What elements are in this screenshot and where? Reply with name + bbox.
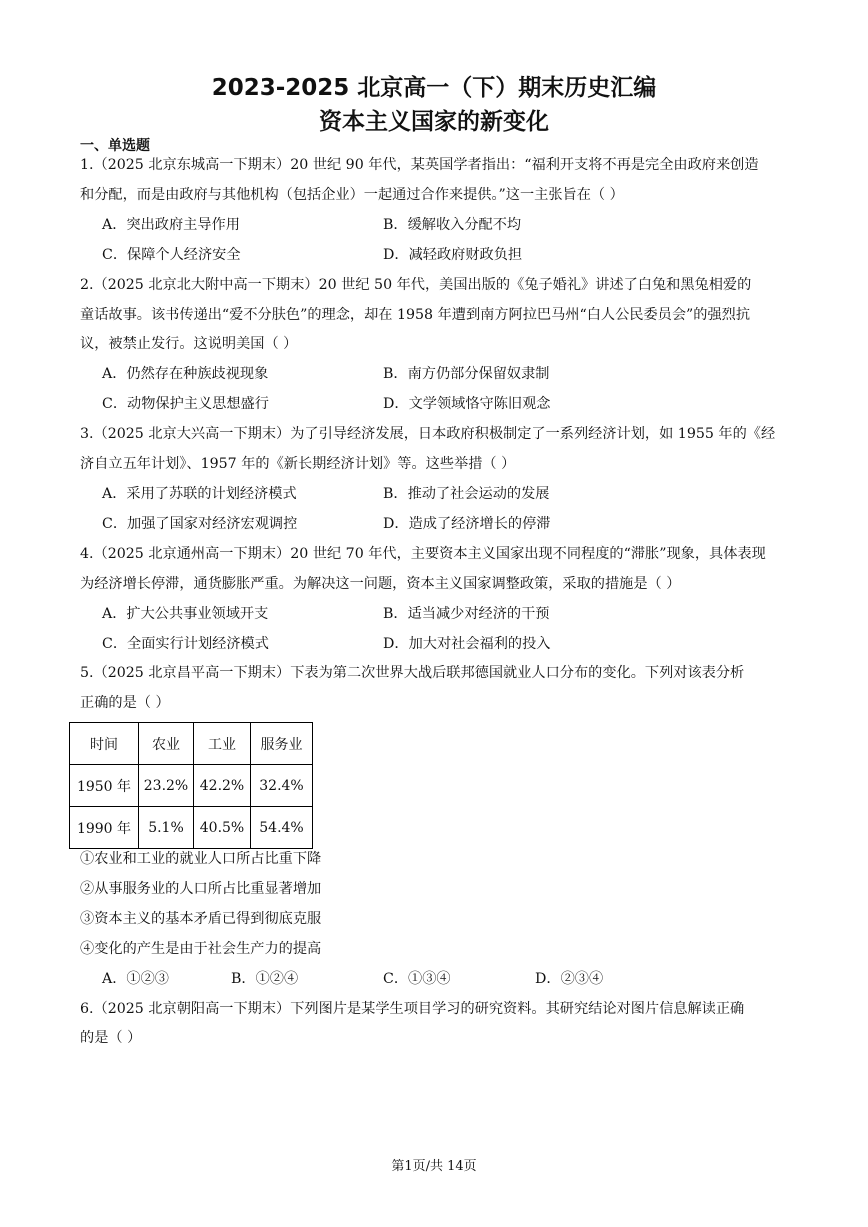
table-header-row [70, 723, 313, 765]
question-5-statement-3: ③资本主义的基本矛盾已得到彻底克服 [80, 911, 322, 927]
question-1-option-c: C．保障个人经济安全 [102, 247, 241, 263]
question-5-line-2: 正确的是（ ） [80, 695, 170, 711]
question-4-option-d: D．加大对社会福利的投入 [383, 636, 551, 652]
table-row [70, 765, 313, 807]
table-cell: 54.4% [251, 807, 313, 849]
table-cell: 42.2% [194, 765, 251, 807]
table-cell: 40.5% [194, 807, 251, 849]
question-1-option-d: D．减轻政府财政负担 [383, 247, 523, 263]
question-3-option-d: D．造成了经济增长的停滞 [383, 516, 551, 532]
table-row [70, 807, 313, 849]
question-3-option-a: A．采用了苏联的计划经济模式 [102, 486, 297, 502]
question-2-line-1: 2.（2025 北京北大附中高一下期末）20 世纪 50 年代，美国出版的《兔子婚礼》讲述了白兔和黑兔相爱的 [80, 277, 752, 293]
table-header: 工业 [194, 723, 251, 765]
question-5-option-a: A．①②③ [102, 971, 169, 987]
question-4-line-2: 为经济增长停滞，通货膨胀严重。为解决这一问题，资本主义国家调整政策，采取的措施是（ ） [80, 576, 681, 592]
table-cell: 5.1% [139, 807, 194, 849]
question-3-line-2: 济自立五年计划》、1957 年的《新长期经济计划》等。这些举措（ ） [80, 456, 516, 472]
question-1-option-a: A．突出政府主导作用 [102, 217, 240, 233]
question-5-option-c: C．①③④ [383, 971, 451, 987]
section-heading: 一、单选题 [80, 138, 150, 154]
question-5-statement-2: ②从事服务业的人口所占比重显著增加 [80, 881, 322, 897]
question-6-line-1: 6.（2025 北京朝阳高一下期末）下列图片是某学生项目学习的研究资料。其研究结论对图片信息解读正确 [80, 1001, 745, 1017]
question-2-option-a: A．仍然存在种族歧视现象 [102, 366, 269, 382]
question-1-line-2: 和分配，而是由政府与其他机构（包括企业）一起通过合作来提供。”这一主张旨在（ ） [80, 187, 624, 203]
question-2-option-b: B．南方仍部分保留奴隶制 [383, 366, 550, 382]
question-1-option-b: B．缓解收入分配不均 [383, 217, 522, 233]
question-1-line-1: 1.（2025 北京东城高一下期末）20 世纪 90 年代，某英国学者指出：“福利开支将不再是完全由政府来创造 [80, 157, 759, 173]
question-2-option-d: D．文学领域恪守陈旧观念 [383, 396, 551, 412]
question-4-option-a: A．扩大公共事业领域开支 [102, 606, 269, 622]
question-2-line-3: 议，被禁止发行。这说明美国（ ） [80, 336, 298, 352]
table-header: 农业 [139, 723, 194, 765]
table-header: 时间 [70, 723, 139, 765]
table-cell: 23.2% [139, 765, 194, 807]
table-cell: 1990 年 [70, 807, 139, 849]
question-5-option-b: B．①②④ [231, 971, 299, 987]
table-cell: 1950 年 [70, 765, 139, 807]
question-5-statement-4: ④变化的产生是由于社会生产力的提高 [80, 941, 322, 957]
table-cell: 32.4% [251, 765, 313, 807]
page-title: 2023-2025 北京高一（下）期末历史汇编 [211, 75, 657, 101]
question-5-statement-1: ①农业和工业的就业人口所占比重下降 [80, 851, 322, 867]
table-header: 服务业 [251, 723, 313, 765]
question-4-line-1: 4.（2025 北京通州高一下期末）20 世纪 70 年代，主要资本主义国家出现不同程度的“滞胀”现象，具体表现 [80, 546, 766, 562]
question-4-option-b: B．适当减少对经济的干预 [383, 606, 550, 622]
question-6-line-2: 的是（ ） [80, 1030, 142, 1046]
question-3-option-c: C．加强了国家对经济宏观调控 [102, 516, 298, 532]
page-footer: 第1页/共 14页 [391, 1159, 477, 1174]
employment-table [69, 722, 313, 849]
question-2-line-2: 童话故事。该书传递出“爱不分肤色”的理念，却在 1958 年遭到南方阿拉巴马州“白人公民委员会”的强烈抗 [80, 307, 751, 323]
question-3-option-b: B．推动了社会运动的发展 [383, 486, 550, 502]
question-4-option-c: C．全面实行计划经济模式 [102, 636, 269, 652]
question-5-option-d: D．②③④ [535, 971, 604, 987]
question-2-option-c: C．动物保护主义思想盛行 [102, 396, 269, 412]
question-5-line-1: 5.（2025 北京昌平高一下期末）下表为第二次世界大战后联邦德国就业人口分布的变化。下列对该表分析 [80, 665, 745, 681]
page-subtitle: 资本主义国家的新变化 [319, 109, 549, 135]
question-3-line-1: 3.（2025 北京大兴高一下期末）为了引导经济发展，日本政府积极制定了一系列经济计划，如 1955 年的《经 [80, 426, 776, 442]
